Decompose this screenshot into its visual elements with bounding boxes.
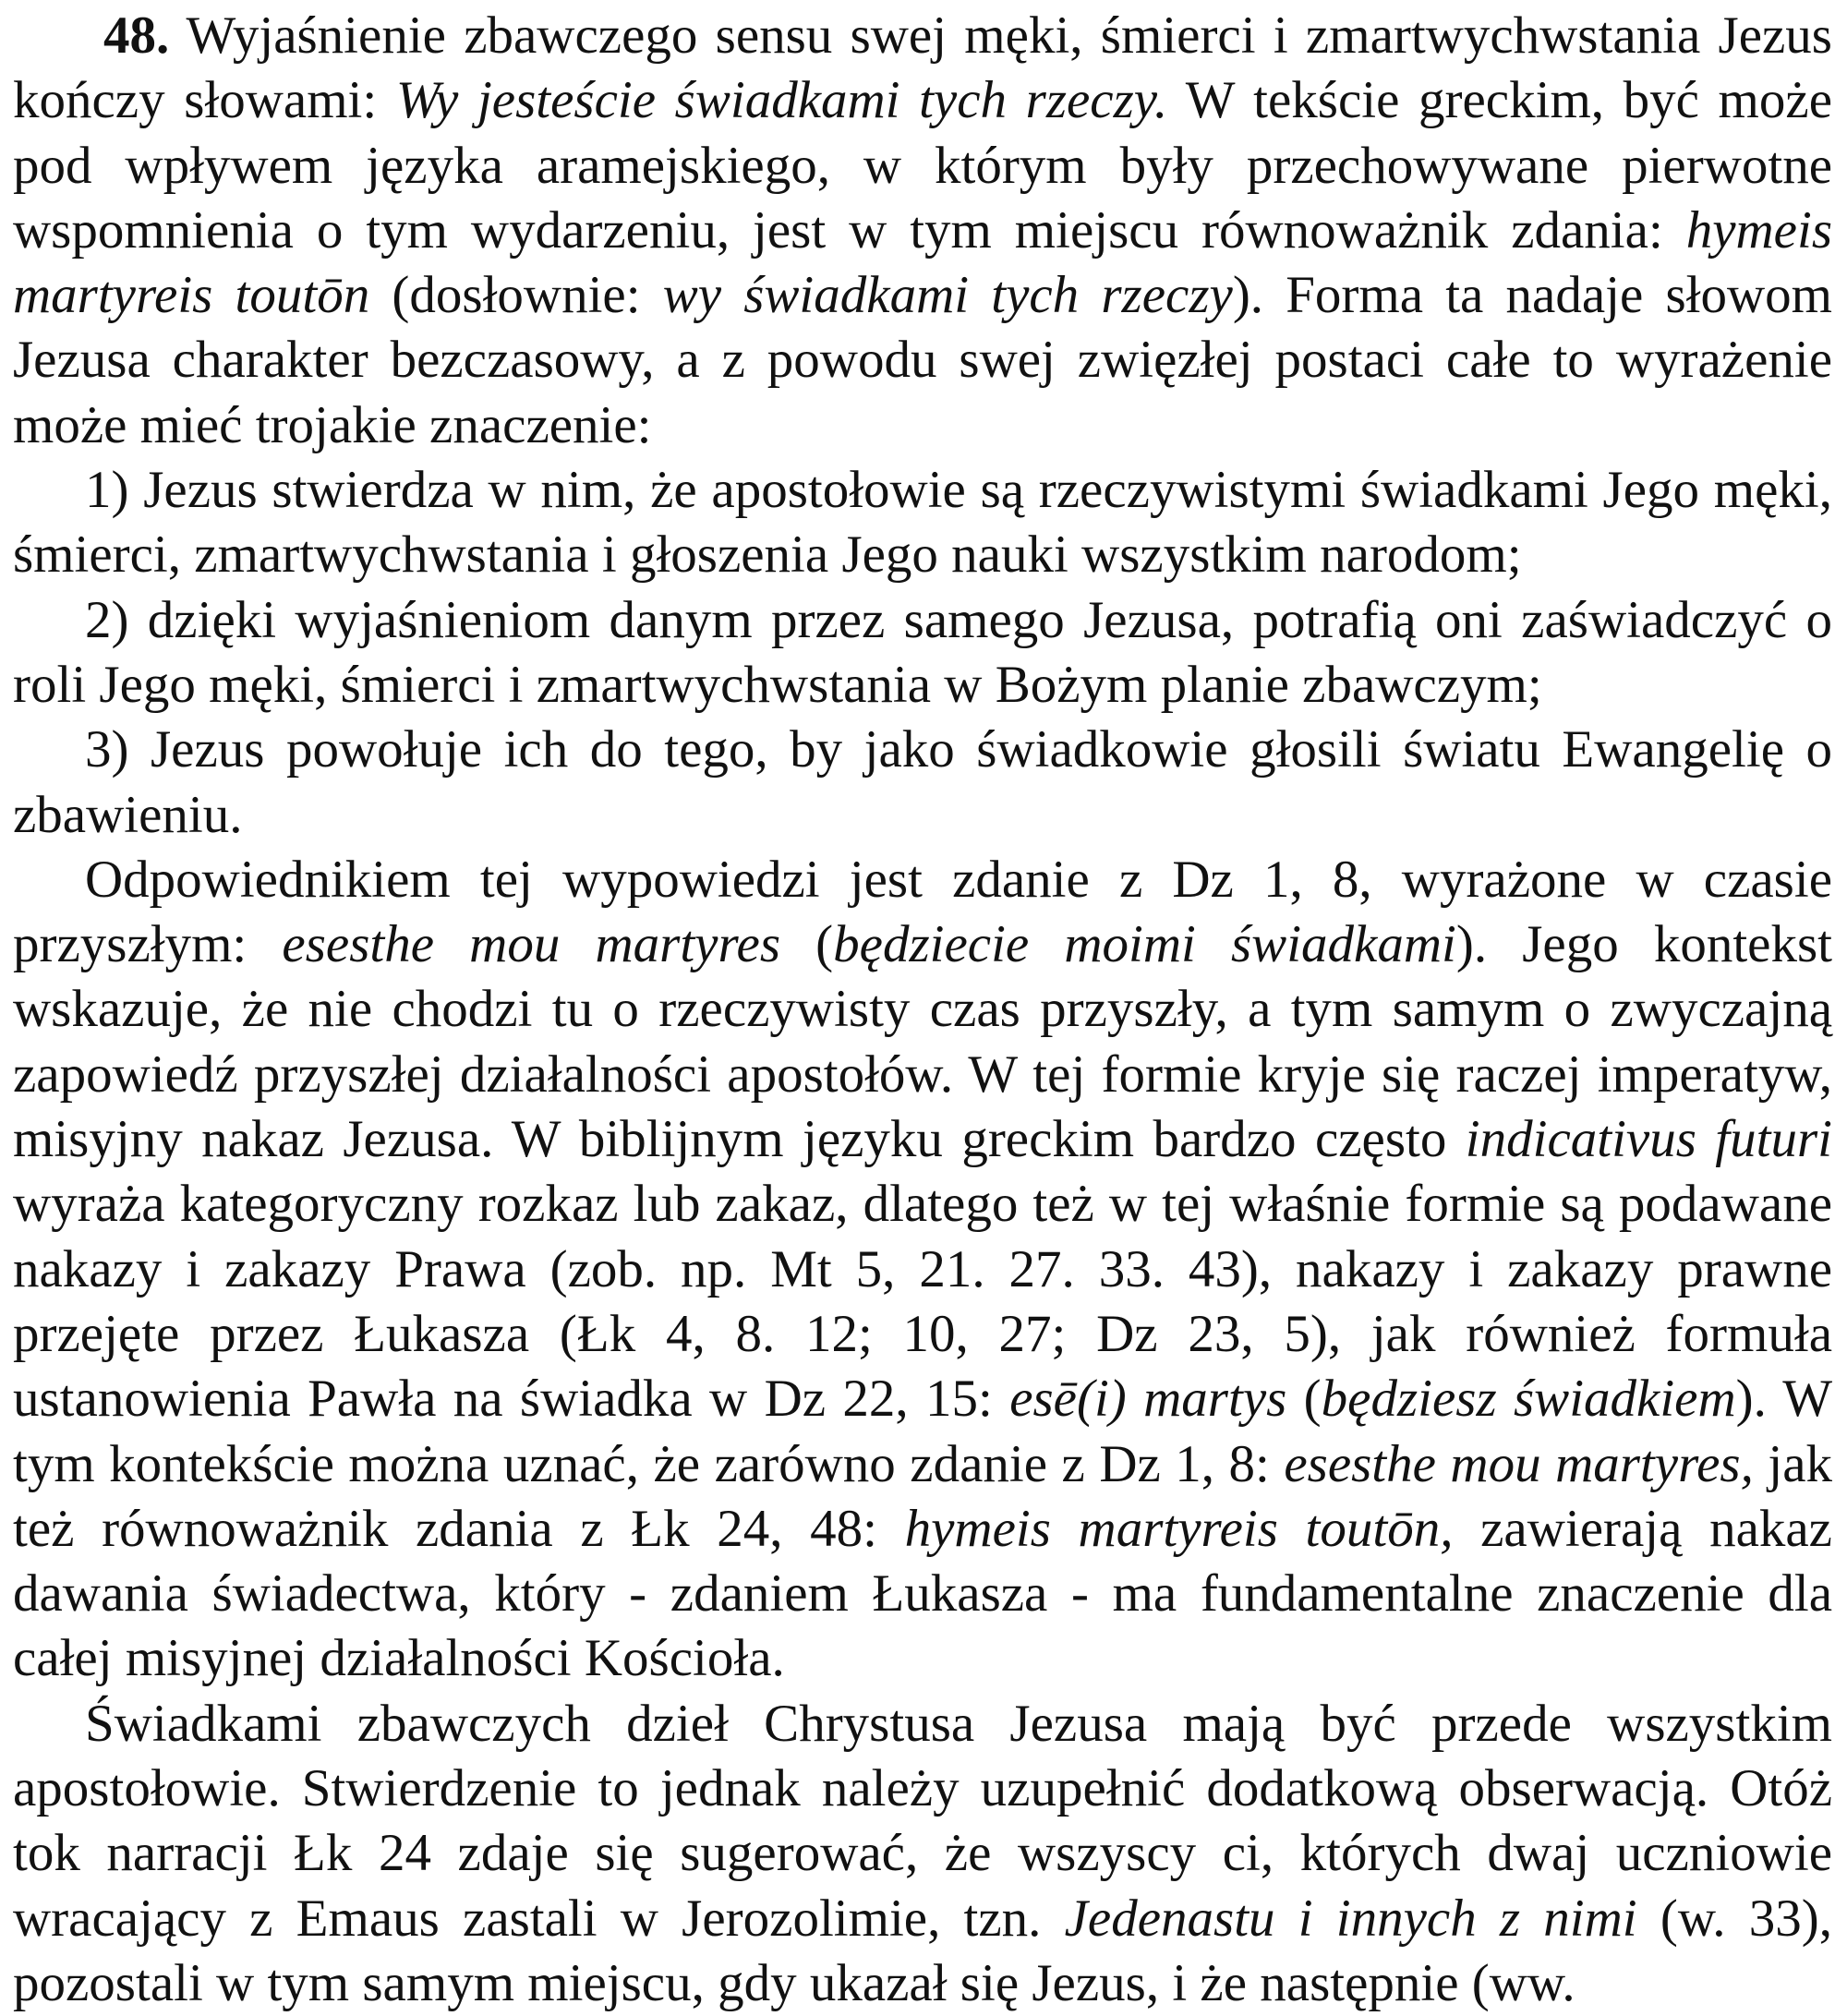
text-run: Odpowiednikiem tej wypowiedzi jest zdanie z Dz 1, 8, wyrażone w czasie przyszłym: <box>13 850 1832 974</box>
translation-italic: będziesz świadkiem <box>1321 1370 1736 1429</box>
text-run: Wyjaśnienie zbawczego sensu swej męki, śmierci i zmartwychwstania Jezus kończy słowami: <box>13 6 1832 130</box>
text-run: (dosłownie: <box>369 266 663 325</box>
list-point-2 <box>13 588 1832 718</box>
text-run: ). W tym kontekście można uznać, że zarówno zdanie z Dz 1, 8: <box>13 1370 1832 1493</box>
greek-phrase: hymeis martyreis toutōn, <box>904 1499 1454 1558</box>
section-number: 48. <box>103 6 170 65</box>
text-run: ( <box>780 915 834 974</box>
text-run: W tekście greckim, być może pod wpływem języka aramejskiego, w którym były przechowywane pierwotne wspomnienia o tym wydarzeniu, jest w tym miejscu równoważnik zdania: <box>13 71 1832 260</box>
paragraph-swiadkami <box>13 1692 1832 2016</box>
paragraph-odpowiednikiem <box>13 848 1832 1692</box>
list-point-3 <box>13 718 1832 848</box>
paragraph-48 <box>13 4 1832 458</box>
text-run: Świadkami zbawczych dzieł Chrystusa Jezusa mają być przede wszystkim apostołowie. Stwierdzenie to jednak należy uzupełnić dodatkową obserwacją. Otóż tok narracji Łk 24 zdaje się sugerować, że wszyscy ci, których dwaj uczniowie wracający z Emaus zastali w Jerozolimie, tzn. <box>13 1694 1832 1948</box>
greek-phrase: hymeis martyreis toutōn <box>13 200 1832 325</box>
text-run: 1) Jezus stwierdza w nim, że apostołowie są rzeczywistymi świadkami Jego męki, śmierci, zmartwychwstania i głoszenia Jego nauki wszystkim narodom; <box>13 461 1832 585</box>
greek-phrase: esesthe mou martyres <box>282 915 781 974</box>
text-run: wyraża kategoryczny rozkaz lub zakaz, dlatego też w tej właśnie formie są podawane nakazy i zakazy Prawa (zob. np. Mt 5, 21. 27. 33. 43), nakazy i zakazy prawne przejęte przez Łukasza (Łk 4, 8. 12; 10, 27; Dz 23, 5), jak również formuła ustanowienia Pawła na świadka w Dz 22, 15: <box>13 1175 1832 1429</box>
list-point-1 <box>13 458 1832 588</box>
translation-italic: będziecie moimi świadkami <box>833 915 1456 974</box>
text-run: 2) dzięki wyjaśnieniom danym przez samego Jezusa, potrafią oni zaświadczyć o roli Jego męki, śmierci i zmartwychwstania w Bożym planie zbawczym; <box>13 590 1832 714</box>
text-run: jak też równoważnik zdania z Łk 24, 48: <box>13 1434 1833 1558</box>
text-run: ). Forma ta nadaje słowom Jezusa charakter bezczasowy, a z powodu swej zwięzłej postaci całe to wyrażenie może mieć trojakie znaczenie: <box>13 266 1832 454</box>
greek-phrase: esesthe mou martyres, <box>1284 1434 1754 1493</box>
translation-italic: wy świadkami tych rzeczy <box>662 266 1233 325</box>
text-run: ). Jego kontekst wskazuje, że nie chodzi tu o rzeczywisty czas przyszły, a tym samym o zwyczajną zapowiedź przyszłej działalności apostołów. W tej formie kryje się raczej imperatyw, misyjny nakaz Jezusa. W biblijnym języku greckim bardzo często <box>13 915 1833 1169</box>
latin-term: indicativus futuri <box>1465 1110 1832 1169</box>
text-run: (w. 33), pozostali w tym samym miejscu, gdy ukazał się Jezus, i że następnie (ww. <box>13 1889 1832 2012</box>
text-run: 3) Jezus powołuje ich do tego, by jako świadkowie głosili światu Ewangelię o zbawieniu. <box>13 720 1832 844</box>
quote-italic: Jedenastu i innych z nimi <box>1064 1889 1637 1948</box>
text-column <box>13 4 1832 2016</box>
greek-phrase: esē(i) martys <box>1009 1370 1287 1429</box>
quote-italic: Wy jesteście świadkami tych rzeczy. <box>395 71 1168 130</box>
text-run: ( <box>1286 1370 1322 1429</box>
text-run: zawierają nakaz dawania świadectwa, który - zdaniem Łukasza - ma fundamentalne znaczenie dla całej misyjnej działalności Kościoła. <box>13 1499 1832 1688</box>
